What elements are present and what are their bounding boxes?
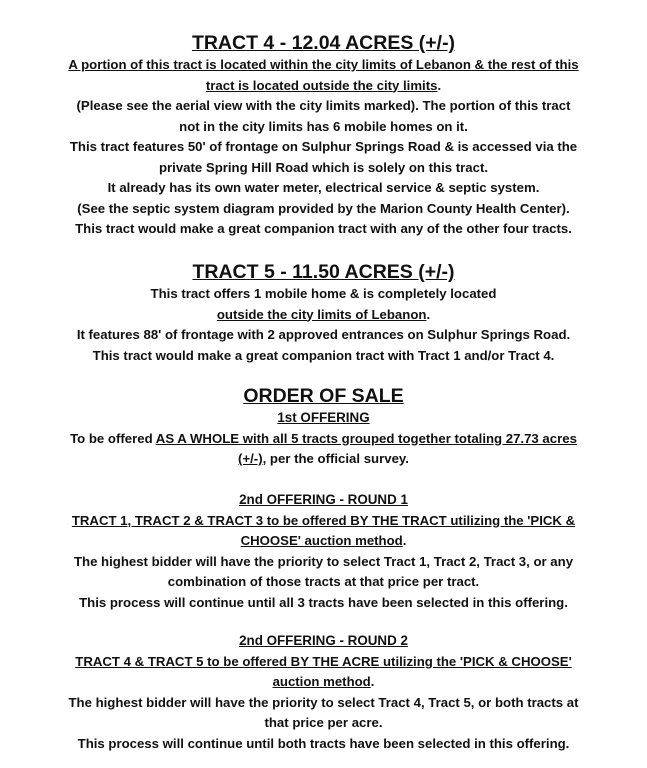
tract4-line-8: (See the septic system diagram provided by the Marion County Health Center). — [77, 200, 570, 216]
tract4-line-7: It already has its own water meter, electrical service & septic system. — [107, 180, 540, 195]
tract4-heading: TRACT 4 - 12.04 ACRES (+/-) — [191, 32, 456, 54]
first-offering-line-2-underlined: (+/-) — [238, 451, 263, 466]
round1-line-5: This process will continue until all 3 tracts have been selected in this offering. — [79, 594, 568, 610]
round2-line-2-text: auction method — [272, 674, 371, 689]
tract5-line-3: It features 88' of frontage with 2 approved entrances on Sulphur Springs Road. — [76, 327, 571, 342]
round2-section — [0, 631, 647, 754]
tract5-line-2-text: outside the city limits of Lebanon — [216, 306, 427, 322]
round2-line-1 — [0, 652, 647, 673]
tract4-line-4: not in the city limits has 6 mobile homes on it. — [179, 118, 468, 134]
tract4-section — [0, 31, 647, 240]
round2-line-5: This process will continue until both tracts have been selected in this offering. — [77, 735, 570, 751]
tract4-line-1 — [0, 55, 647, 76]
first-offering-line-1-underlined: AS A WHOLE with all 5 tracts grouped together totaling 27.73 acres — [155, 430, 577, 446]
tract4-line-9: This tract would make a great companion tract with any of the other four tracts. — [75, 221, 572, 236]
tract5-line-2-end: . — [426, 306, 431, 322]
round2-line-1-text: TRACT 4 & TRACT 5 to be offered BY THE ACRE utilizing the 'PICK & CHOOSE' — [75, 653, 572, 669]
tract4-line-2-text: tract is located outside the city limits — [205, 77, 438, 93]
tract4-line-5: This tract features 50' of frontage on Sulphur Springs Road & is accessed via the — [69, 139, 578, 154]
tract5-line-4: This tract would make a great companion tract with Tract 1 and/or Tract 4. — [92, 347, 555, 363]
round1-line-4: combination of those tracts at that price per tract. — [167, 574, 480, 589]
round1-line-1 — [0, 511, 647, 532]
tract4-line-1-text: A portion of this tract is located within the city limits of Lebanon & the rest of this — [68, 57, 579, 72]
round2-title: 2nd OFFERING - ROUND 2 — [239, 633, 408, 648]
tract4-line-3: (Please see the aerial view with the city limits marked). The portion of this tract — [76, 98, 571, 113]
round2-line-3: The highest bidder will have the priority to select Tract 4, Tract 5, or both tracts at — [68, 694, 579, 710]
order-of-sale-section — [0, 384, 647, 470]
round1-section — [0, 490, 647, 613]
first-offering-line-2-end: , per the official survey. — [262, 451, 409, 466]
first-offering-line-2 — [0, 449, 647, 470]
round2-line-2-end: . — [370, 674, 375, 689]
round2-line-4: that price per acre. — [264, 715, 383, 730]
round1-line-2 — [0, 531, 647, 552]
tract4-line-2-end: . — [437, 77, 442, 93]
tract5-line-1: This tract offers 1 mobile home & is completely located — [150, 286, 497, 301]
round1-line-2-text: CHOOSE' auction method — [240, 533, 403, 548]
tract5-section — [0, 260, 647, 366]
tract4-line-2 — [0, 76, 647, 97]
first-offering-line-1-start: To be offered — [70, 430, 156, 446]
round1-title: 2nd OFFERING - ROUND 1 — [239, 492, 408, 507]
first-offering-line-1 — [0, 429, 647, 450]
tract5-line-2 — [0, 305, 647, 326]
order-of-sale-heading: ORDER OF SALE — [243, 385, 404, 407]
first-offering-title: 1st OFFERING — [277, 410, 370, 425]
tract5-heading: TRACT 5 - 11.50 ACRES (+/-) — [192, 261, 455, 283]
round1-line-2-end: . — [402, 533, 407, 548]
round2-line-2 — [0, 672, 647, 693]
round1-line-3: The highest bidder will have the priority to select Tract 1, Tract 2, Tract 3, or any — [73, 553, 574, 569]
tract4-line-6: private Spring Hill Road which is solely on this tract. — [158, 159, 489, 175]
round1-line-1-text: TRACT 1, TRACT 2 & TRACT 3 to be offered BY THE TRACT utilizing the 'PICK & — [71, 512, 576, 528]
